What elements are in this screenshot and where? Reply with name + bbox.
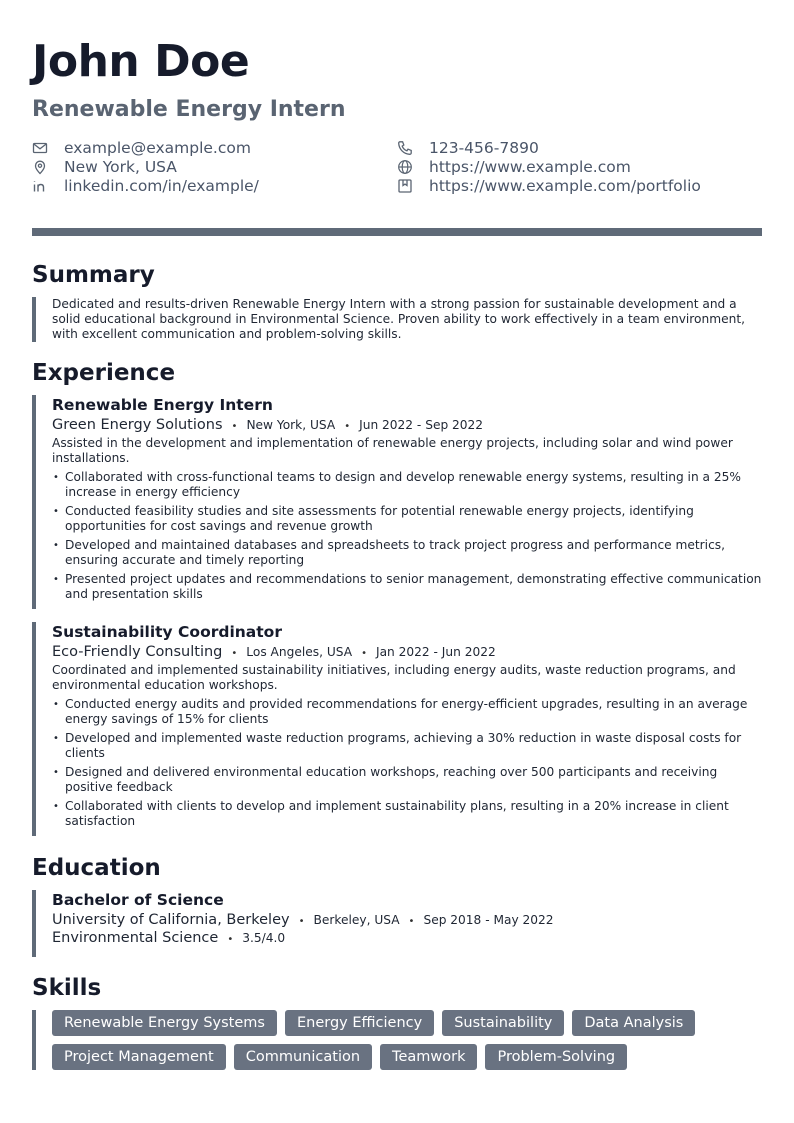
summary-text: Dedicated and results-driven Renewable Energy Intern with a strong passion for sustainable development and a solid educational background in Environmental Science. Proven ability to work effectively in a team environment, with excellent communication and problem-solving skills.: [52, 297, 745, 341]
list-item: • Conducted energy audits and provided recommendations for energy-efficient upgrades, resulting in an average energy savings of 15% for clients: [52, 697, 762, 727]
email-text: example@example.com: [64, 138, 251, 157]
experience-title: Sustainability Coordinator: [52, 623, 282, 641]
summary-heading: Summary: [32, 262, 155, 288]
education-item: [32, 890, 762, 957]
company-name: Green Energy Solutions: [52, 417, 223, 433]
experience-bullets: [52, 697, 762, 829]
list-item: • Collaborated with clients to develop and implement sustainability plans, resulting in a 20% increase in client satisfaction: [52, 799, 762, 829]
list-item: • Designed and delivered environmental education workshops, reaching over 500 participants and receiving positive feedback: [52, 765, 762, 795]
experience-location: New York, USA: [246, 418, 336, 432]
gpa: 3.5/4.0: [242, 931, 286, 945]
experience-description: Coordinated and implemented sustainability initiatives, including energy audits, waste reduction programs, and environmental education workshops.: [52, 663, 736, 692]
list-item: • Collaborated with cross-functional teams to design and develop renewable energy systems, resulting in a 25% increase in energy efficiency: [52, 470, 762, 500]
location-text: New York, USA: [64, 157, 177, 176]
summary-block: [32, 297, 762, 342]
experience-item: [32, 395, 762, 609]
skill-chip: Project Management: [52, 1044, 226, 1070]
experience-meta: [52, 417, 762, 433]
phone-text: 123-456-7890: [429, 138, 539, 157]
list-item: • Developed and maintained databases and spreadsheets to track project progress and performance metrics, ensuring accurate and timely reporting: [52, 538, 762, 568]
skill-chip: Renewable Energy Systems: [52, 1010, 277, 1036]
phone-icon: [397, 140, 413, 156]
skills-block: [32, 1010, 762, 1070]
full-name: John Doe: [32, 36, 250, 87]
website-text: https://www.example.com: [429, 157, 631, 176]
contact-location: [32, 157, 177, 176]
school-name: University of California, Berkeley: [52, 912, 290, 928]
experience-title: Renewable Energy Intern: [52, 396, 273, 414]
company-name: Eco-Friendly Consulting: [52, 644, 223, 660]
experience-location: Los Angeles, USA: [246, 645, 353, 659]
experience-heading: Experience: [32, 360, 176, 386]
experience-meta: [52, 644, 762, 660]
portfolio-text: https://www.example.com/portfolio: [429, 176, 701, 195]
education-location: Berkeley, USA: [313, 913, 400, 927]
experience-dates: Jun 2022 - Sep 2022: [359, 418, 484, 432]
separator-dot: •: [344, 421, 351, 432]
field-of-study: Environmental Science: [52, 930, 219, 946]
skill-chip: Data Analysis: [572, 1010, 695, 1036]
experience-description: Assisted in the development and implementation of renewable energy projects, including solar and wind power installations.: [52, 436, 733, 465]
contact-website[interactable]: [397, 157, 631, 176]
mail-icon: [32, 140, 48, 156]
education-heading: Education: [32, 855, 161, 881]
skill-chip: Problem-Solving: [485, 1044, 627, 1070]
education-dates: Sep 2018 - May 2022: [423, 913, 554, 927]
header-divider: [32, 228, 762, 236]
map-pin-icon: [32, 159, 48, 175]
separator-dot: •: [231, 421, 238, 432]
linkedin-text: linkedin.com/in/example/: [64, 176, 259, 195]
separator-dot: •: [361, 648, 367, 659]
contact-portfolio[interactable]: [397, 176, 701, 195]
experience-bullets: [52, 470, 762, 602]
separator-dot: •: [227, 934, 234, 945]
contact-linkedin[interactable]: [32, 176, 259, 195]
portfolio-icon: [397, 178, 413, 194]
separator-dot: •: [298, 916, 305, 927]
separator-dot: •: [408, 916, 415, 927]
skill-chip: Teamwork: [380, 1044, 477, 1070]
contact-phone[interactable]: [397, 138, 539, 157]
linkedin-icon: [32, 178, 48, 194]
skill-chip: Communication: [234, 1044, 372, 1070]
separator-dot: •: [231, 648, 238, 659]
contact-email[interactable]: [32, 138, 251, 157]
experience-item: [32, 622, 762, 836]
education-field-meta: [52, 930, 762, 946]
list-item: • Conducted feasibility studies and site assessments for potential renewable energy projects, identifying opportunities for cost savings and revenue growth: [52, 504, 762, 534]
education-meta: [52, 912, 762, 928]
list-item: • Presented project updates and recommendations to senior management, demonstrating effective communication and presentation skills: [52, 572, 762, 602]
list-item: • Developed and implemented waste reduction programs, achieving a 30% reduction in waste disposal costs for clients: [52, 731, 762, 761]
resume-header: [32, 34, 762, 124]
degree-title: Bachelor of Science: [52, 891, 224, 909]
skill-chip: Sustainability: [442, 1010, 564, 1036]
globe-icon: [397, 159, 413, 175]
skills-heading: Skills: [32, 975, 102, 1001]
skills-list: [52, 1010, 732, 1070]
job-title-headline: Renewable Energy Intern: [32, 97, 346, 122]
experience-dates: Jan 2022 - Jun 2022: [375, 645, 496, 659]
skill-chip: Energy Efficiency: [285, 1010, 434, 1036]
